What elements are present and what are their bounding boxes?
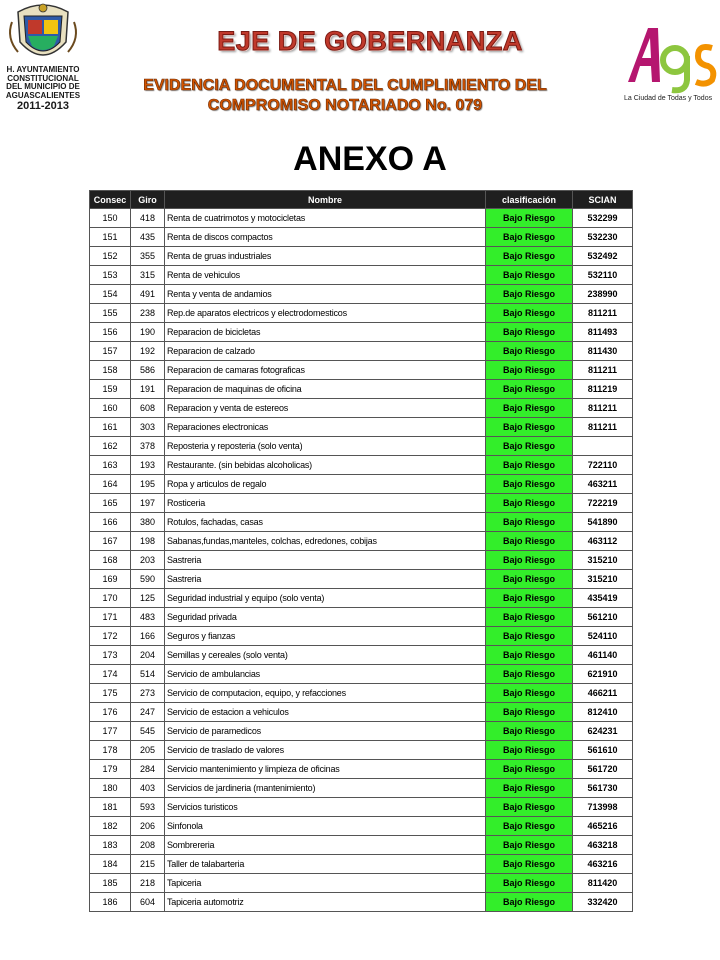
cell-nombre: Taller de talabarteria [165,855,486,874]
table-row [90,361,633,380]
ags-logo-icon [620,20,720,95]
cell-nombre: Reposteria y reposteria (solo venta) [165,437,486,456]
cell-nombre: Reparacion de camaras fotograficas [165,361,486,380]
cell-clasificacion: Bajo Riesgo [486,456,573,475]
crest-line: AGUASCALIENTES [5,90,81,100]
subtitle-line: EVIDENCIA DOCUMENTAL DEL CUMPLIMIENTO DEL [143,77,547,94]
cell-giro: 208 [131,836,165,855]
cell-giro: 198 [131,532,165,551]
cell-clasificacion: Bajo Riesgo [486,874,573,893]
cell-clasificacion: Bajo Riesgo [486,437,573,456]
table-row [90,494,633,513]
cell-consec: 175 [90,684,131,703]
cell-scian: 811493 [573,323,633,342]
cell-giro: 590 [131,570,165,589]
cell-consec: 164 [90,475,131,494]
cell-consec: 166 [90,513,131,532]
cell-clasificacion: Bajo Riesgo [486,684,573,703]
table-row [90,266,633,285]
crest-line: CONSTITUCIONAL [7,73,79,83]
cell-consec: 184 [90,855,131,874]
cell-scian: 561210 [573,608,633,627]
cell-giro: 205 [131,741,165,760]
cell-clasificacion: Bajo Riesgo [486,266,573,285]
crest-line: H. AYUNTAMIENTO [6,65,80,74]
cell-scian: 624231 [573,722,633,741]
cell-clasificacion: Bajo Riesgo [486,285,573,304]
cell-consec: 169 [90,570,131,589]
cell-clasificacion: Bajo Riesgo [486,760,573,779]
cell-clasificacion: Bajo Riesgo [486,323,573,342]
cell-clasificacion: Bajo Riesgo [486,513,573,532]
table-row [90,380,633,399]
cell-giro: 247 [131,703,165,722]
table-row [90,608,633,627]
cell-nombre: Servicio mantenimiento y limpieza de oficinas [165,760,486,779]
cell-scian: 621910 [573,665,633,684]
cell-consec: 168 [90,551,131,570]
cell-consec: 182 [90,817,131,836]
table-row [90,532,633,551]
cell-nombre: Servicio de estacion a vehiculos [165,703,486,722]
logo-tagline: La Ciudad de Todas y Todos [624,95,713,102]
cell-giro: 192 [131,342,165,361]
subtitle-line: COMPROMISO NOTARIADO No. 079 [207,97,483,114]
cell-nombre: Ropa y articulos de regalo [165,475,486,494]
cell-nombre: Sinfonola [165,817,486,836]
cell-clasificacion: Bajo Riesgo [486,247,573,266]
cell-giro: 483 [131,608,165,627]
table-row [90,475,633,494]
table-header-row [90,191,633,209]
business-table [89,190,633,912]
cell-giro: 190 [131,323,165,342]
cell-clasificacion: Bajo Riesgo [486,665,573,684]
cell-consec: 150 [90,209,131,228]
cell-consec: 161 [90,418,131,437]
table-row [90,323,633,342]
cell-giro: 215 [131,855,165,874]
cell-clasificacion: Bajo Riesgo [486,608,573,627]
table-row [90,741,633,760]
cell-consec: 172 [90,627,131,646]
cell-scian: 524110 [573,627,633,646]
cell-nombre: Rotulos, fachadas, casas [165,513,486,532]
cell-consec: 154 [90,285,131,304]
cell-consec: 171 [90,608,131,627]
cell-scian: 532492 [573,247,633,266]
cell-giro: 514 [131,665,165,684]
cell-scian: 812410 [573,703,633,722]
cell-clasificacion: Bajo Riesgo [486,209,573,228]
cell-scian: 315210 [573,551,633,570]
cell-nombre: Sastreria [165,570,486,589]
table-row [90,456,633,475]
table-row [90,437,633,456]
cell-nombre: Rep.de aparatos electricos y electrodomesticos [165,304,486,323]
header-clasificacion: clasificación [486,191,573,209]
cell-scian: 463218 [573,836,633,855]
cell-scian: 713998 [573,798,633,817]
cell-consec: 162 [90,437,131,456]
cell-clasificacion: Bajo Riesgo [486,570,573,589]
cell-consec: 165 [90,494,131,513]
cell-consec: 170 [90,589,131,608]
cell-scian: 238990 [573,285,633,304]
cell-giro: 273 [131,684,165,703]
cell-consec: 179 [90,760,131,779]
cell-giro: 193 [131,456,165,475]
cell-clasificacion: Bajo Riesgo [486,399,573,418]
cell-scian: 435419 [573,589,633,608]
cell-consec: 153 [90,266,131,285]
cell-giro: 435 [131,228,165,247]
cell-clasificacion: Bajo Riesgo [486,779,573,798]
cell-nombre: Reparacion y venta de estereos [165,399,486,418]
cell-consec: 177 [90,722,131,741]
cell-consec: 178 [90,741,131,760]
cell-giro: 608 [131,399,165,418]
cell-giro: 403 [131,779,165,798]
cell-clasificacion: Bajo Riesgo [486,532,573,551]
cell-scian: 561610 [573,741,633,760]
cell-clasificacion: Bajo Riesgo [486,380,573,399]
table-row [90,817,633,836]
cell-nombre: Servicio de traslado de valores [165,741,486,760]
table-row [90,247,633,266]
cell-nombre: Reparacion de bicicletas [165,323,486,342]
table-row [90,304,633,323]
cell-scian: 811211 [573,418,633,437]
table-row [90,513,633,532]
cell-consec: 183 [90,836,131,855]
cell-scian: 315210 [573,570,633,589]
header-giro: Giro [131,191,165,209]
cell-giro: 380 [131,513,165,532]
cell-consec: 180 [90,779,131,798]
cell-nombre: Reparacion de maquinas de oficina [165,380,486,399]
cell-consec: 163 [90,456,131,475]
cell-giro: 206 [131,817,165,836]
cell-giro: 204 [131,646,165,665]
cell-scian: 811211 [573,304,633,323]
cell-scian: 811211 [573,361,633,380]
header-scian: SCIAN [573,191,633,209]
cell-giro: 593 [131,798,165,817]
cell-consec: 156 [90,323,131,342]
cell-clasificacion: Bajo Riesgo [486,836,573,855]
cell-giro: 418 [131,209,165,228]
cell-giro: 197 [131,494,165,513]
cell-giro: 378 [131,437,165,456]
cell-giro: 195 [131,475,165,494]
cell-giro: 491 [131,285,165,304]
table-row [90,874,633,893]
cell-clasificacion: Bajo Riesgo [486,798,573,817]
cell-nombre: Sombrereria [165,836,486,855]
table-row [90,228,633,247]
cell-giro: 586 [131,361,165,380]
cell-consec: 185 [90,874,131,893]
header-nombre: Nombre [165,191,486,209]
cell-consec: 151 [90,228,131,247]
cell-clasificacion: Bajo Riesgo [486,627,573,646]
cell-clasificacion: Bajo Riesgo [486,589,573,608]
table-row [90,399,633,418]
cell-nombre: Seguridad privada [165,608,486,627]
cell-giro: 545 [131,722,165,741]
cell-scian: 466211 [573,684,633,703]
cell-nombre: Renta de vehiculos [165,266,486,285]
cell-giro: 284 [131,760,165,779]
cell-consec: 158 [90,361,131,380]
cell-consec: 152 [90,247,131,266]
cell-scian: 463211 [573,475,633,494]
cell-consec: 173 [90,646,131,665]
cell-scian: 532230 [573,228,633,247]
cell-clasificacion: Bajo Riesgo [486,741,573,760]
cell-giro: 218 [131,874,165,893]
cell-nombre: Renta de discos compactos [165,228,486,247]
cell-nombre: Renta de gruas industriales [165,247,486,266]
cell-scian: 811420 [573,874,633,893]
cell-nombre: Sabanas,fundas,manteles, colchas, edredones, cobijas [165,532,486,551]
cell-scian: 463216 [573,855,633,874]
cell-clasificacion: Bajo Riesgo [486,893,573,912]
cell-nombre: Servicios de jardineria (mantenimiento) [165,779,486,798]
cell-giro: 604 [131,893,165,912]
crest-line: DEL MUNICIPIO DE [6,82,80,91]
table-row [90,570,633,589]
cell-giro: 166 [131,627,165,646]
cell-clasificacion: Bajo Riesgo [486,646,573,665]
cell-nombre: Restaurante. (sin bebidas alcoholicas) [165,456,486,475]
page-subtitle [0,73,690,116]
table-row [90,760,633,779]
cell-clasificacion: Bajo Riesgo [486,551,573,570]
cell-clasificacion: Bajo Riesgo [486,722,573,741]
annex-heading: ANEXO A [293,140,447,178]
cell-scian: 561720 [573,760,633,779]
table-row [90,665,633,684]
cell-scian: 811430 [573,342,633,361]
cell-giro: 303 [131,418,165,437]
cell-scian: 541890 [573,513,633,532]
cell-scian: 722110 [573,456,633,475]
cell-nombre: Rosticeria [165,494,486,513]
cell-scian: 811219 [573,380,633,399]
cell-consec: 157 [90,342,131,361]
cell-scian: 532299 [573,209,633,228]
cell-giro: 315 [131,266,165,285]
crest-years: 2011-2013 [17,100,69,112]
cell-clasificacion: Bajo Riesgo [486,361,573,380]
cell-scian: 532110 [573,266,633,285]
table-row [90,722,633,741]
cell-clasificacion: Bajo Riesgo [486,475,573,494]
cell-clasificacion: Bajo Riesgo [486,703,573,722]
cell-giro: 125 [131,589,165,608]
cell-nombre: Servicio de paramedicos [165,722,486,741]
cell-clasificacion: Bajo Riesgo [486,855,573,874]
table-row [90,893,633,912]
cell-nombre: Reparaciones electronicas [165,418,486,437]
cell-scian: 461140 [573,646,633,665]
cell-nombre: Servicio de computacion, equipo, y refacciones [165,684,486,703]
table-row [90,418,633,437]
cell-nombre: Sastreria [165,551,486,570]
table-row [90,285,633,304]
cell-clasificacion: Bajo Riesgo [486,228,573,247]
table-row [90,209,633,228]
cell-scian: 332420 [573,893,633,912]
header-consec: Consec [90,191,131,209]
cell-scian [573,437,633,456]
cell-clasificacion: Bajo Riesgo [486,817,573,836]
cell-scian: 561730 [573,779,633,798]
table-row [90,551,633,570]
table-row [90,836,633,855]
cell-consec: 155 [90,304,131,323]
cell-nombre: Seguridad industrial y equipo (solo venta) [165,589,486,608]
cell-nombre: Servicio de ambulancias [165,665,486,684]
cell-nombre: Seguros y fianzas [165,627,486,646]
table-row [90,703,633,722]
table-row [90,684,633,703]
table-row [90,342,633,361]
cell-nombre: Semillas y cereales (solo venta) [165,646,486,665]
cell-consec: 181 [90,798,131,817]
cell-consec: 174 [90,665,131,684]
cell-giro: 238 [131,304,165,323]
cell-giro: 355 [131,247,165,266]
cell-clasificacion: Bajo Riesgo [486,494,573,513]
cell-consec: 176 [90,703,131,722]
cell-scian: 463112 [573,532,633,551]
cell-clasificacion: Bajo Riesgo [486,342,573,361]
cell-clasificacion: Bajo Riesgo [486,418,573,437]
table-body [90,209,633,912]
cell-giro: 203 [131,551,165,570]
table-row [90,779,633,798]
cell-nombre: Renta y venta de andamios [165,285,486,304]
cell-consec: 160 [90,399,131,418]
cell-nombre: Reparacion de calzado [165,342,486,361]
cell-scian: 811211 [573,399,633,418]
cell-nombre: Tapiceria [165,874,486,893]
page-title: EJE DE GOBERNANZA [217,26,523,56]
cell-nombre: Renta de cuatrimotos y motocicletas [165,209,486,228]
cell-nombre: Tapiceria automotriz [165,893,486,912]
cell-consec: 186 [90,893,131,912]
table-row [90,855,633,874]
cell-consec: 167 [90,532,131,551]
cell-consec: 159 [90,380,131,399]
table-row [90,627,633,646]
table-row [90,589,633,608]
cell-clasificacion: Bajo Riesgo [486,304,573,323]
cell-nombre: Servicios turisticos [165,798,486,817]
cell-scian: 722219 [573,494,633,513]
table-row [90,646,633,665]
table-row [90,798,633,817]
cell-giro: 191 [131,380,165,399]
cell-scian: 465216 [573,817,633,836]
